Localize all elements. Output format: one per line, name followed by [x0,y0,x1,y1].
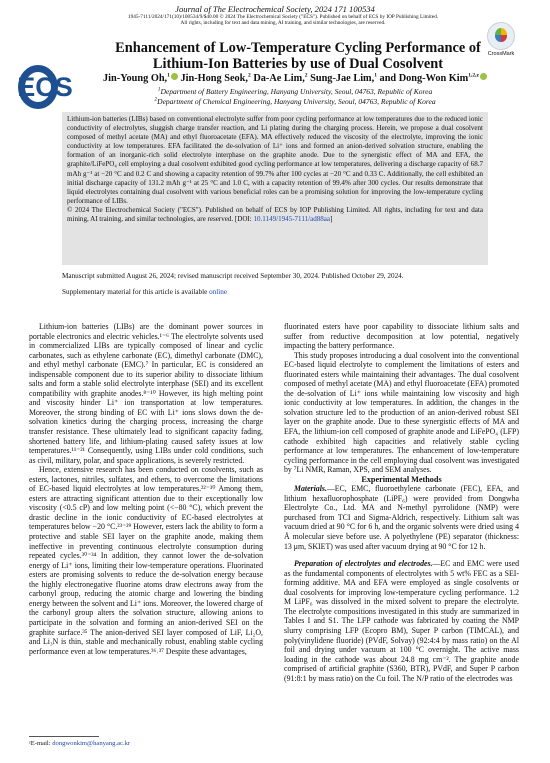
supplementary-link[interactable]: online [209,288,228,296]
paragraph: Materials.—EC, EMC, fluoroethylene carbonate (FEC), EFA, and lithium hexafluorophosphate (LiPF₆) were provided from Dongwha Electrolyte Co., Ltd. MA and N-methyl pyrrolidone (NMP) were purchased from TCI and Sigma-Aldrich, respectively. Lithium salt was vacuum dried at 90 °C for 6 h, and the organic solvents were dried using 4 Å molecular sieve before use. A polyethylene (PE) separator (thickness: 13 μm, SKIET) was used after vacuum drying at 90 °C for 12 h. [284,484,519,551]
author-affiliation-mark: 1,2,z [468,72,479,79]
title-line-2: Lithium-Ion Batteries by use of Dual Cosolvent [152,56,444,72]
author-affiliation-mark: 2 [304,72,308,79]
footnote: ᶻE-mail: dongwonkim@hanyang.ac.kr [29,740,131,747]
supplementary-note: Supplementary material for this article is available online [62,288,228,296]
author-name: Sung-Jae Lim, [310,73,375,84]
journal-citation: Journal of The Electrochemical Society, 2024 171 100534 [175,4,375,14]
paragraph: Preparation of electrolytes and electrodes.—EC and EMC were used as the fundamental components of electrolytes with 5 wt% FEC as a SEI-forming additive. MA and EFA were employed as single cosolvents or dual cosolvents for improving low-temperature cycling performance. 1.2 M LiPF₆ was dissolved in the mixed solvent to prepare the electrolyte. The electrolyte compositions investigated in this study are summarized in Tables I and S1. The LFP cathode was fabricated by coating the NMP slurry comprising LFP (Ecopro BM), Super P carbon (TIMCAL), and poly(vinylidene fluoride) (PVdF, Solvay) (92:4:4 by mass ratio) on the Al foil and drying under vacuum at 100 °C overnight. The active mass loading in the cathode was about 24.8 mg cm⁻². The graphite anode comprised of artificial graphite (S360, BTR), PVdF, and Super P carbon (91:8:1 by mass ratio) on the Cu foil. The N/P ratio of the electrodes was [284,559,519,683]
body-column-right [284,322,519,683]
rights-line: All rights, including for text and data mining, AI training, and similar technologies, are reserved. [180,20,386,27]
ecs-logo [16,63,74,111]
paragraph: fluorinated esters have poor capability to dissociate lithium salts and suffer from reductive decomposition at low potential, negatively impacting the battery performance. [284,322,519,351]
author-name: Da-Ae Lim, [253,73,305,84]
doi-link[interactable]: 10.1149/1945-7111/ad88aa [253,215,331,224]
author-name: Jin-Hong Seok, [180,73,248,84]
body-column-left [29,322,263,656]
abstract-box [62,112,488,265]
author-name: and Dong-Won Kim [379,73,469,84]
issn-line: 1945-7111/2024/171(10)/100534/9/$40.00 © 2024 The Electrochemical Society ("ECS"). Published on behalf of ECS by IOP Publishing Limited. [127,14,439,20]
paragraph: Hence, extensive research has been conducted on cosolvents, such as esters, lactones, nitriles, sulfates, and ethers, to overcome the limitations of EC-based liquid electrolytes at low temperatures.²²⁻³⁰ Among them, esters are attracting significant attention due to their exceptionally low viscosity (<0.5 cP) and low melting point (<−80 °C), which prevent the drastic decline in the ionic conductivity of EC-based electrolytes at temperatures below −20 °C.²³⁻²⁹ However, esters lack the ability to form a protective and stable SEI layer on the graphite anode, making them ineffective in preventing continuous electrolyte consumption during repeated cycles.³⁰⁻³⁴ In addition, they cannot lower the de-solvation energy of Li⁺ ions, limiting their low-temperature operations. Fluorinated esters are promising solvents to reduce the de-solvation energy because the highly electronegative fluorine atoms draw electrons away from the carbonyl group, reducing the atomic charge and lowering the binding energy between the solvent and Li⁺ ions. Moreover, the lowered charge of the carbonyl group alters the solvation structure, allowing anions to participate in the solvation and forming an anion-derived SEI on the graphite surface.³⁵ The anion-derived SEI layer composed of LiF, Li₂O, and Li₃N is thin, stable and mechanically robust, enabling stable cycling performance even at low temperatures.³⁶˒³⁷ Despite these advantages, [29,465,263,656]
paragraph: Lithium-ion batteries (LIBs) are the dominant power sources in portable electronics and electric vehicles.¹⁻⁶ The electrolyte solvents used in commercialized LIBs are typically composed of linear and cyclic carbonates, such as ethylene carbonate (EC), dimethyl carbonate (DMC), and ethyl methyl carbonate (EMC).⁷ In particular, EC is considered an indispensable component due to its superior ability to dissociate lithium salts and form a stable solid electrolyte interphase (SEI) and its excellent compatibility with graphite anodes.⁸⁻¹⁰ However, its high melting point and viscosity hinder Li⁺ ion transportation at low temperatures. Moreover, the strong binding of EC with Li⁺ ions slows down the de-solvation kinetics during the charging process, increasing the charge transfer resistance. These ultimately lead to significant capacity fading, shortened battery life, and lithium-plating caused safety issues at low temperatures.¹¹⁻²¹ Consequently, using LIBs under cold conditions, such as civil, military, polar, and space applications, is severely restricted. [29,322,263,465]
article-title [88,40,508,72]
abstract-copyright: © 2024 The Electrochemical Society ("ECS"). Published on behalf of ECS by IOP Publishing Limited. All rights, including for text and data mining, AI training, and similar technologies, are reserved. [DOI: 10.1149/1945-7111/ad88aa] [67,205,483,224]
footnote-divider [29,736,99,737]
affiliation-1: $^1$Department of Battery Engineering, Hanyang University, Seoul, 04763, Republic of Korea [157,86,433,96]
title-line-1: Enhancement of Low-Temperature Cycling Performance of [115,40,481,56]
abstract-text: Lithium-ion batteries (LIBs) based on conventional electrolyte suffer from poor cycling performance at low temperatures due to the reduced ionic conductivity of electrolytes, sluggish charge transfer reaction, and Li plating during the charging process. Herein, we propose a dual cosolvent composed of methyl acetate (MA) and ethyl fluoroacetate (EFA). MA effectively reduced the viscosity of the electrolyte, improving the ionic conductivity at low temperatures. EFA facilitated the de-solvation of Li⁺ ions and formed an anion-derived solvation structure, enabling the formation of an inorganic-rich solid electrolyte interphase on the graphite anode. Due to the synergistic effect of MA and EFA, the graphite/LiFePO₄ cell employing a dual cosolvent exhibited good cycling performance at low temperatures, delivering a discharge capacity of 68.7 mAh g⁻¹ at −20 °C and 0.2 C and showing a capacity retention of 99.7% after 100 cycles at −20 °C and 0.33 C. Additionally, the cell exhibited an initial discharge capacity of 131.2 mAh g⁻¹ at 25 °C and 1.0 C, with a capacity retention of 99.4% after 300 cycles. Our results demonstrate that liquid electrolytes containing dual cosolvent with various beneficial roles can be a promising solution for improving the low-temperature cycling performance of LIBs. [67,115,483,205]
orcid-icon[interactable] [480,73,487,80]
author-affiliation-mark: 2 [247,72,251,79]
ecs-logo-text: ECS [17,72,73,102]
author-email-link[interactable]: dongwonkim@hanyang.ac.kr [52,740,131,747]
copyright-line [48,14,518,27]
paragraph: This study proposes introducing a dual cosolvent into the conventional EC-based liquid electrolyte to complement the limitations of esters and fluorinated esters while maintaining their advantages. The dual cosolvent composed of methyl acetate (MA) and ethyl fluoroacetate (EFA) promoted the de-solvation of Li⁺ ions while maintaining low viscosity and high ionic conductivity at low temperatures. In addition, the changes in the solvation structure led to the production of an anion-derived robust SEI layer on the graphite anode. Due to these synergistic effects of MA and EFA, the lithium-ion cell composed of graphite anode and LiFePO₄ (LFP) cathode exhibited high capacities and relatively stable cycling performance at low temperatures. The enhancement of low-temperature cycling performance in the cell employing dual cosolvent was investigated by ⁷Li NMR, Raman, XPS, and SEM analyses. [284,350,519,475]
author-affiliation-mark: 1 [374,72,377,79]
affiliation-2: $^2$Department of Chemical Engineering, Hanyang University, Seoul, 04763, Republic of Korea [154,96,436,106]
affiliations [80,87,510,107]
crossmark-label: CrossMark [487,51,515,57]
author-affiliation-mark: 1 [167,72,170,79]
author-list [60,73,530,84]
runin-heading: Preparation of electrolytes and electrodes. [294,559,433,569]
manuscript-dates: Manuscript submitted August 26, 2024; revised manuscript received September 30, 2024. Published October 29, 2024. [62,272,404,280]
orcid-icon[interactable] [171,73,178,80]
author-name: Jin-Young Oh, [103,73,168,84]
runin-heading: Materials. [294,484,327,494]
section-heading: Experimental Methods [361,474,442,484]
